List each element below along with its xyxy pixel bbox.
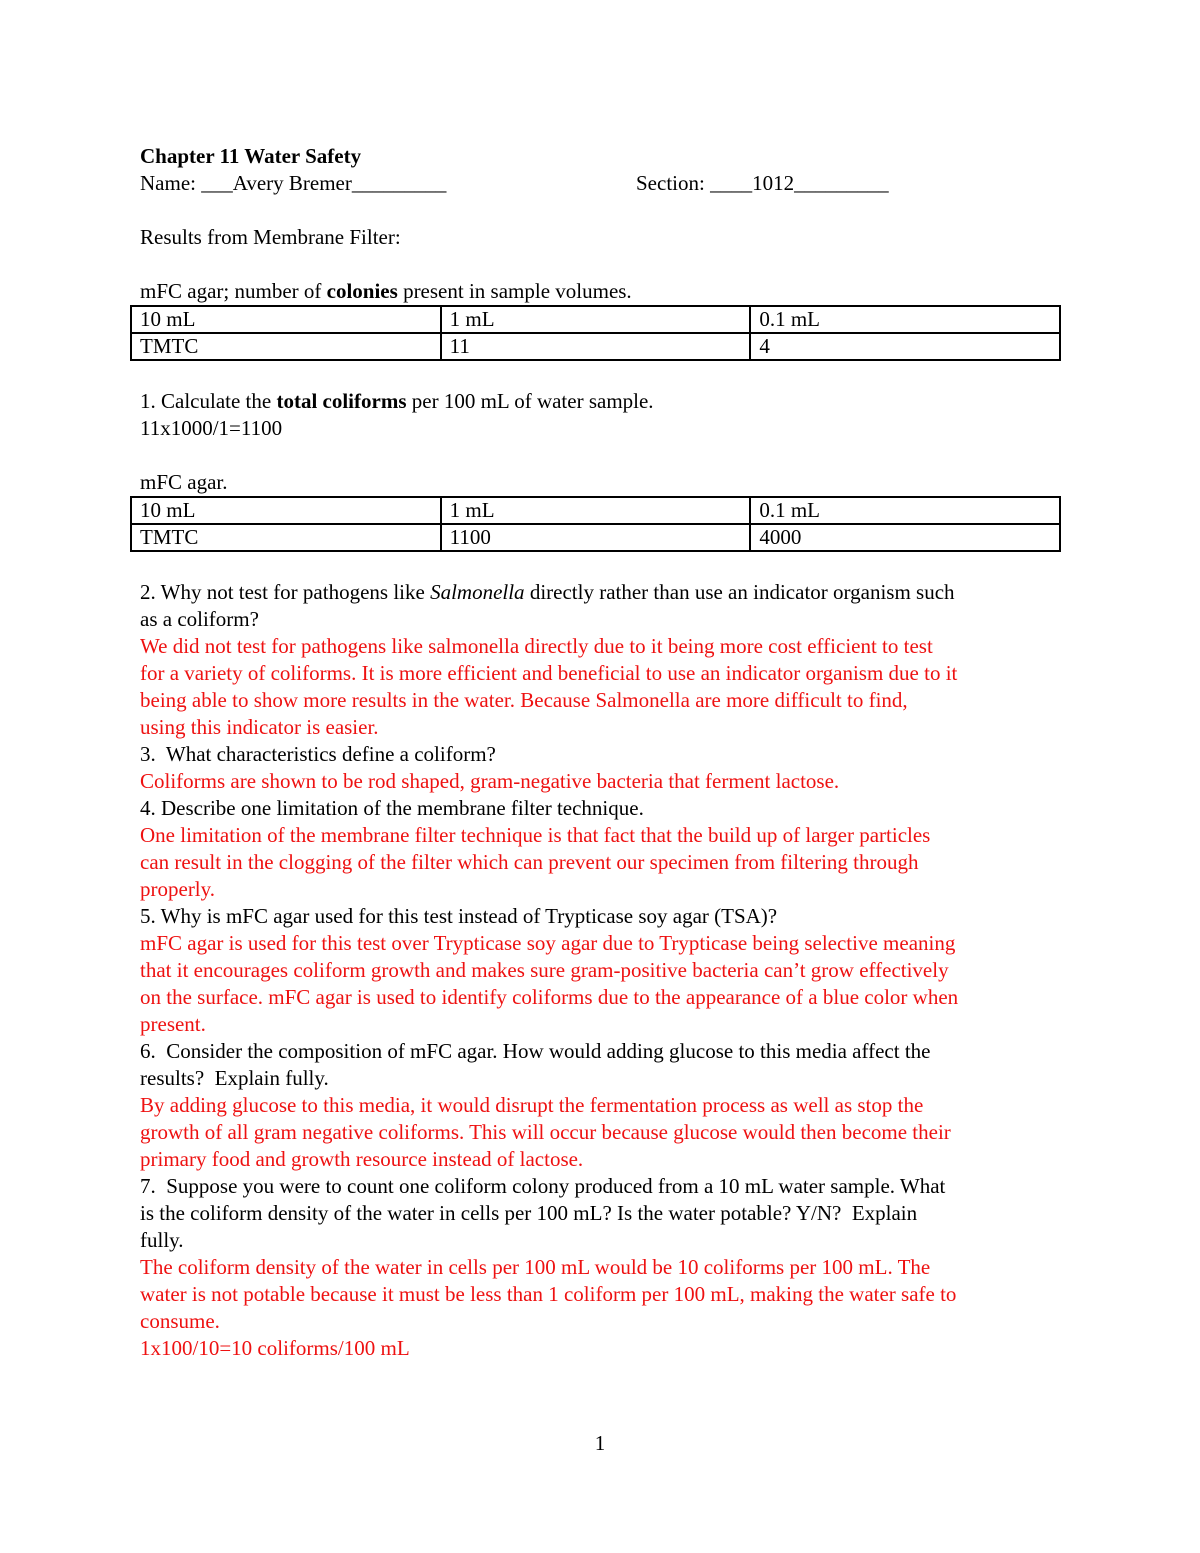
answer-5-line: mFC agar is used for this test over Trypticase soy agar due to Trypticase being selective meaning xyxy=(140,931,956,955)
table-cell: TMTC xyxy=(131,333,441,360)
question-7-line: is the coliform density of the water in cells per 100 mL? Is the water potable? Y/N? Explain xyxy=(140,1201,918,1225)
colony-count-table-1 xyxy=(130,305,1061,361)
answer-7-line: consume. xyxy=(140,1309,220,1333)
table-cell: 10 mL xyxy=(131,497,441,524)
answer-5-line: present. xyxy=(140,1012,206,1036)
answer-2-line: for a variety of coliforms. It is more efficient and beneficial to use an indicator organism due to it xyxy=(140,661,958,685)
section-line: Section: ____1012_________ xyxy=(636,171,889,195)
answer-4-line: One limitation of the membrane filter technique is that fact that the build up of larger particles xyxy=(140,823,931,847)
name-line: Name: ___Avery Bremer_________ xyxy=(140,171,447,195)
table-cell: 1 mL xyxy=(441,306,751,333)
answer-7-line: water is not potable because it must be less than 1 coliform per 100 mL, making the water safe to xyxy=(140,1282,957,1306)
answer-6-line: primary food and growth resource instead of lactose. xyxy=(140,1147,584,1171)
table-cell: 4 xyxy=(750,333,1060,360)
question-2-italic: Salmonella xyxy=(430,580,525,604)
answer-4-line: can result in the clogging of the filter which can prevent our specimen from filtering through xyxy=(140,850,919,874)
answer-6-line: growth of all gram negative coliforms. This will occur because glucose would then become their xyxy=(140,1120,951,1144)
question-2-line-2: as a coliform? xyxy=(140,607,259,631)
question-4: 4. Describe one limitation of the membrane filter technique. xyxy=(140,796,644,820)
table-row xyxy=(131,497,1060,524)
page-title: Chapter 11 Water Safety xyxy=(140,144,362,168)
table-row xyxy=(131,524,1060,551)
table-row xyxy=(131,333,1060,360)
answer-7-line: 1x100/10=10 coliforms/100 mL xyxy=(140,1336,410,1360)
table2-caption: mFC agar. xyxy=(140,470,228,494)
table-cell: 0.1 mL xyxy=(750,497,1060,524)
answer-5-line: on the surface. mFC agar is used to identify coliforms due to the appearance of a blue color when xyxy=(140,985,959,1009)
answer-4-line: properly. xyxy=(140,877,216,901)
table-cell: 4000 xyxy=(750,524,1060,551)
document-body xyxy=(140,143,1075,1362)
table-row xyxy=(131,306,1060,333)
question-6-line: 6. Consider the composition of mFC agar. How would adding glucose to this media affect the xyxy=(140,1039,931,1063)
page-number: 1 xyxy=(594,1431,606,1455)
table-cell: 10 mL xyxy=(131,306,441,333)
table1-caption: mFC agar; number of colonies present in sample volumes. xyxy=(140,279,632,303)
table-cell: 1100 xyxy=(441,524,751,551)
question-3: 3. What characteristics define a coliform? xyxy=(140,742,496,766)
answer-2-line: being able to show more results in the water. Because Salmonella are more difficult to find, xyxy=(140,688,908,712)
answer-1: 11x1000/1=1100 xyxy=(140,416,283,440)
answer-2-line: using this indicator is easier. xyxy=(140,715,379,739)
colony-count-table-2 xyxy=(130,496,1061,552)
answer-2-line: We did not test for pathogens like salmonella directly due to it being more cost efficient to test xyxy=(140,634,933,658)
question-7-line: 7. Suppose you were to count one coliform colony produced from a 10 mL water sample. What xyxy=(140,1174,946,1198)
answer-6-line: By adding glucose to this media, it would disrupt the fermentation process as well as stop the xyxy=(140,1093,924,1117)
table-cell: 1 mL xyxy=(441,497,751,524)
name-section-row xyxy=(140,170,1075,197)
question-7-line: fully. xyxy=(140,1228,184,1252)
question-2: 2. Why not test for pathogens like Salmonella directly rather than use an indicator organism such xyxy=(140,580,955,604)
table-cell: TMTC xyxy=(131,524,441,551)
answer-7-line: The coliform density of the water in cells per 100 mL would be 10 coliforms per 100 mL. The xyxy=(140,1255,931,1279)
question-1: 1. Calculate the total coliforms per 100 mL of water sample. xyxy=(140,389,654,413)
answer-3-line: Coliforms are shown to be rod shaped, gram-negative bacteria that ferment lactose. xyxy=(140,769,840,793)
question-5: 5. Why is mFC agar used for this test instead of Trypticase soy agar (TSA)? xyxy=(140,904,778,928)
table-cell: 0.1 mL xyxy=(750,306,1060,333)
question-1-bold: total coliforms xyxy=(276,389,407,413)
table-cell: 11 xyxy=(441,333,751,360)
answer-5-line: that it encourages coliform growth and makes sure gram-positive bacteria can’t grow effectively xyxy=(140,958,949,982)
question-6-line: results? Explain fully. xyxy=(140,1066,329,1090)
results-heading: Results from Membrane Filter: xyxy=(140,225,401,249)
table1-caption-bold: colonies xyxy=(326,279,398,303)
